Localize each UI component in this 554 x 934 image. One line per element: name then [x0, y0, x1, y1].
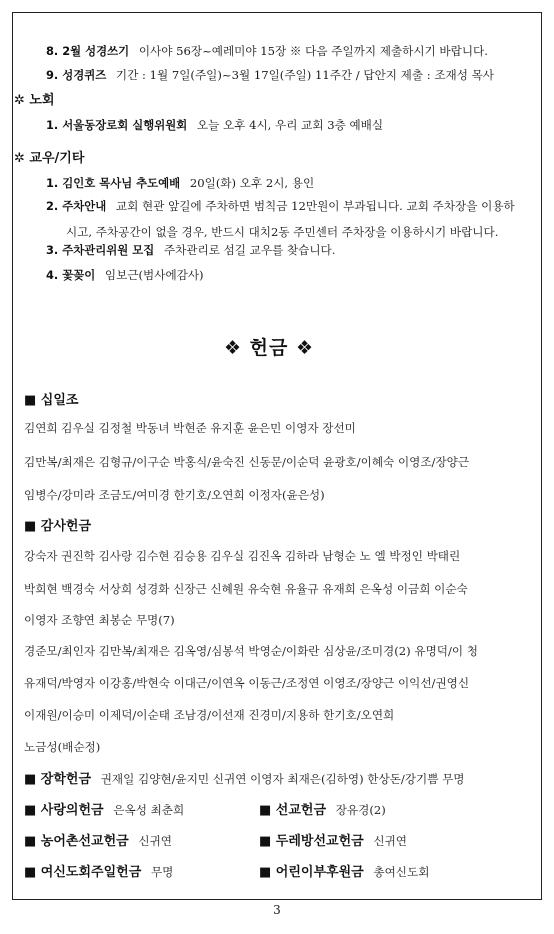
thanks-names-line-3: 이영자 조향연 최봉순 무명(7): [24, 613, 175, 627]
fund-names: 신귀연: [138, 834, 173, 848]
fund-label: ■ 어린이부후원금: [259, 865, 364, 880]
mission-offering: [259, 799, 386, 818]
notice-parking-volunteers: [46, 243, 335, 258]
notice-bible-quiz: [46, 68, 494, 83]
page-number: 3: [273, 903, 281, 917]
notice-flowers: [46, 268, 204, 283]
fund-label: ■ 장학헌금: [24, 772, 92, 787]
notice-text: 주차관리로 섬길 교우를 찾습니다.: [163, 243, 336, 257]
tithe-heading: ■ 십일조: [24, 393, 79, 408]
love-offering: [24, 799, 184, 818]
notice-bible-writing: [46, 44, 488, 59]
notice-label: 8. 2월 성경쓰기: [46, 44, 130, 58]
fund-label: ■ 두레방선교헌금: [259, 834, 364, 849]
fund-label: ■ 여신도회주일헌금: [24, 865, 142, 880]
fund-label: ■ 사랑의헌금: [24, 803, 104, 818]
notice-memorial-service: [46, 176, 314, 191]
fund-row-2: [24, 830, 512, 849]
notice-label: 9. 성경퀴즈: [46, 68, 107, 82]
fund-names: 장유경(2): [335, 803, 386, 817]
notice-text: 교회 현관 앞길에 주차하면 범칙금 12만원이 부과됩니다. 교회 주차장을 이용하시고, 주차공간이 없을 경우, 반드시 대치2동 주민센터 주차장을 이용하시기 바랍니다.: [66, 199, 515, 239]
fund-names: 신귀연: [373, 834, 408, 848]
offering-title: ❖ 헌금 ❖: [223, 337, 314, 359]
notice-label: 1. 서울동장로회 실행위원회: [46, 118, 188, 132]
tithe-names-line-2: 김만복/최재은 김형규/이구순 박홍식/윤숙진 신동문/이순덕 윤광호/이혜숙 이영조/장양근: [24, 455, 470, 469]
durebang-mission-offering: [259, 830, 407, 849]
fund-names: 은옥성 최춘희: [113, 803, 185, 817]
fund-names: 총여신도회: [373, 865, 430, 879]
notice-text: 이사야 56장~예레미야 15장 ※ 다음 주일까지 제출하시기 바랍니다.: [138, 44, 488, 58]
notice-presbytery-meeting: [46, 118, 383, 133]
section-heading-members: ✲ 교우/기타: [14, 151, 85, 166]
fund-label: ■ 선교헌금: [259, 803, 327, 818]
fund-label: ■ 농어촌선교헌금: [24, 834, 129, 849]
rural-mission-offering: [24, 830, 172, 849]
section-heading-presbytery: ✲ 노회: [14, 93, 55, 108]
fund-row-3: [24, 861, 512, 880]
tithe-names-line-1: 김연희 김우실 김정철 박동녀 박현준 유지훈 윤은민 이영자 장선미: [24, 421, 356, 435]
thanks-offering-heading: ■ 감사헌금: [24, 519, 92, 534]
notice-parking: [46, 193, 524, 245]
notice-label: 2. 주차안내: [46, 199, 107, 213]
tithe-names-line-3: 임병수/강미라 조금도/여미경 한기호/오연희 이정자(윤은성): [24, 488, 325, 502]
childrens-support-offering: [259, 861, 429, 880]
fund-names: 무명: [150, 865, 174, 879]
thanks-names-line-2: 박희현 백경숙 서상희 성경화 신장근 신혜원 유숙현 유율규 유재희 은옥성 이금희 이순숙: [24, 582, 468, 596]
thanks-names-line-1: 강숙자 권진학 김사랑 김수현 김승용 김우실 김진옥 김하라 남형순 노 엘 박정인 박태린: [24, 549, 461, 563]
thanks-names-line-5: 유재덕/박영자 이강홍/박현숙 이대근/이연옥 이동근/조정연 이영조/장양근 이익선/권영신: [24, 676, 470, 690]
womens-sunday-offering: [24, 861, 173, 880]
scholarship-offering: [24, 768, 465, 787]
fund-row-1: [24, 799, 512, 818]
notice-text: 20일(화) 오후 2시, 용인: [189, 176, 315, 190]
thanks-names-line-7: 노금성(배순정): [24, 740, 101, 754]
notice-text: 오늘 오후 4시, 우리 교회 3층 예배실: [196, 118, 384, 132]
thanks-names-line-6: 이재원/이승미 이제덕/이순태 조남경/이선재 진경미/지용하 한기호/오연희: [24, 708, 395, 722]
notice-label: 3. 주차관리위원 모집: [46, 243, 155, 257]
notice-text: 기간 : 1월 7일(주일)~3월 17일(주일) 11주간 / 답안지 제출 : 조재성 목사: [115, 68, 495, 82]
notice-label: 4. 꽃꽂이: [46, 268, 96, 282]
notice-text: 임보근(범사에감사): [104, 268, 204, 282]
thanks-names-line-4: 경준모/최인자 김만복/최재은 김옥영/심봉석 박영순/이화란 심상윤/조미경(2) 유명덕/이 청: [24, 644, 478, 658]
notice-label: 1. 김인호 목사님 추도예배: [46, 176, 181, 190]
fund-names: 권재일 김양현/윤지민 신귀연 이영자 최재은(김하영) 한상돈/강기쁨 무명: [100, 772, 465, 786]
